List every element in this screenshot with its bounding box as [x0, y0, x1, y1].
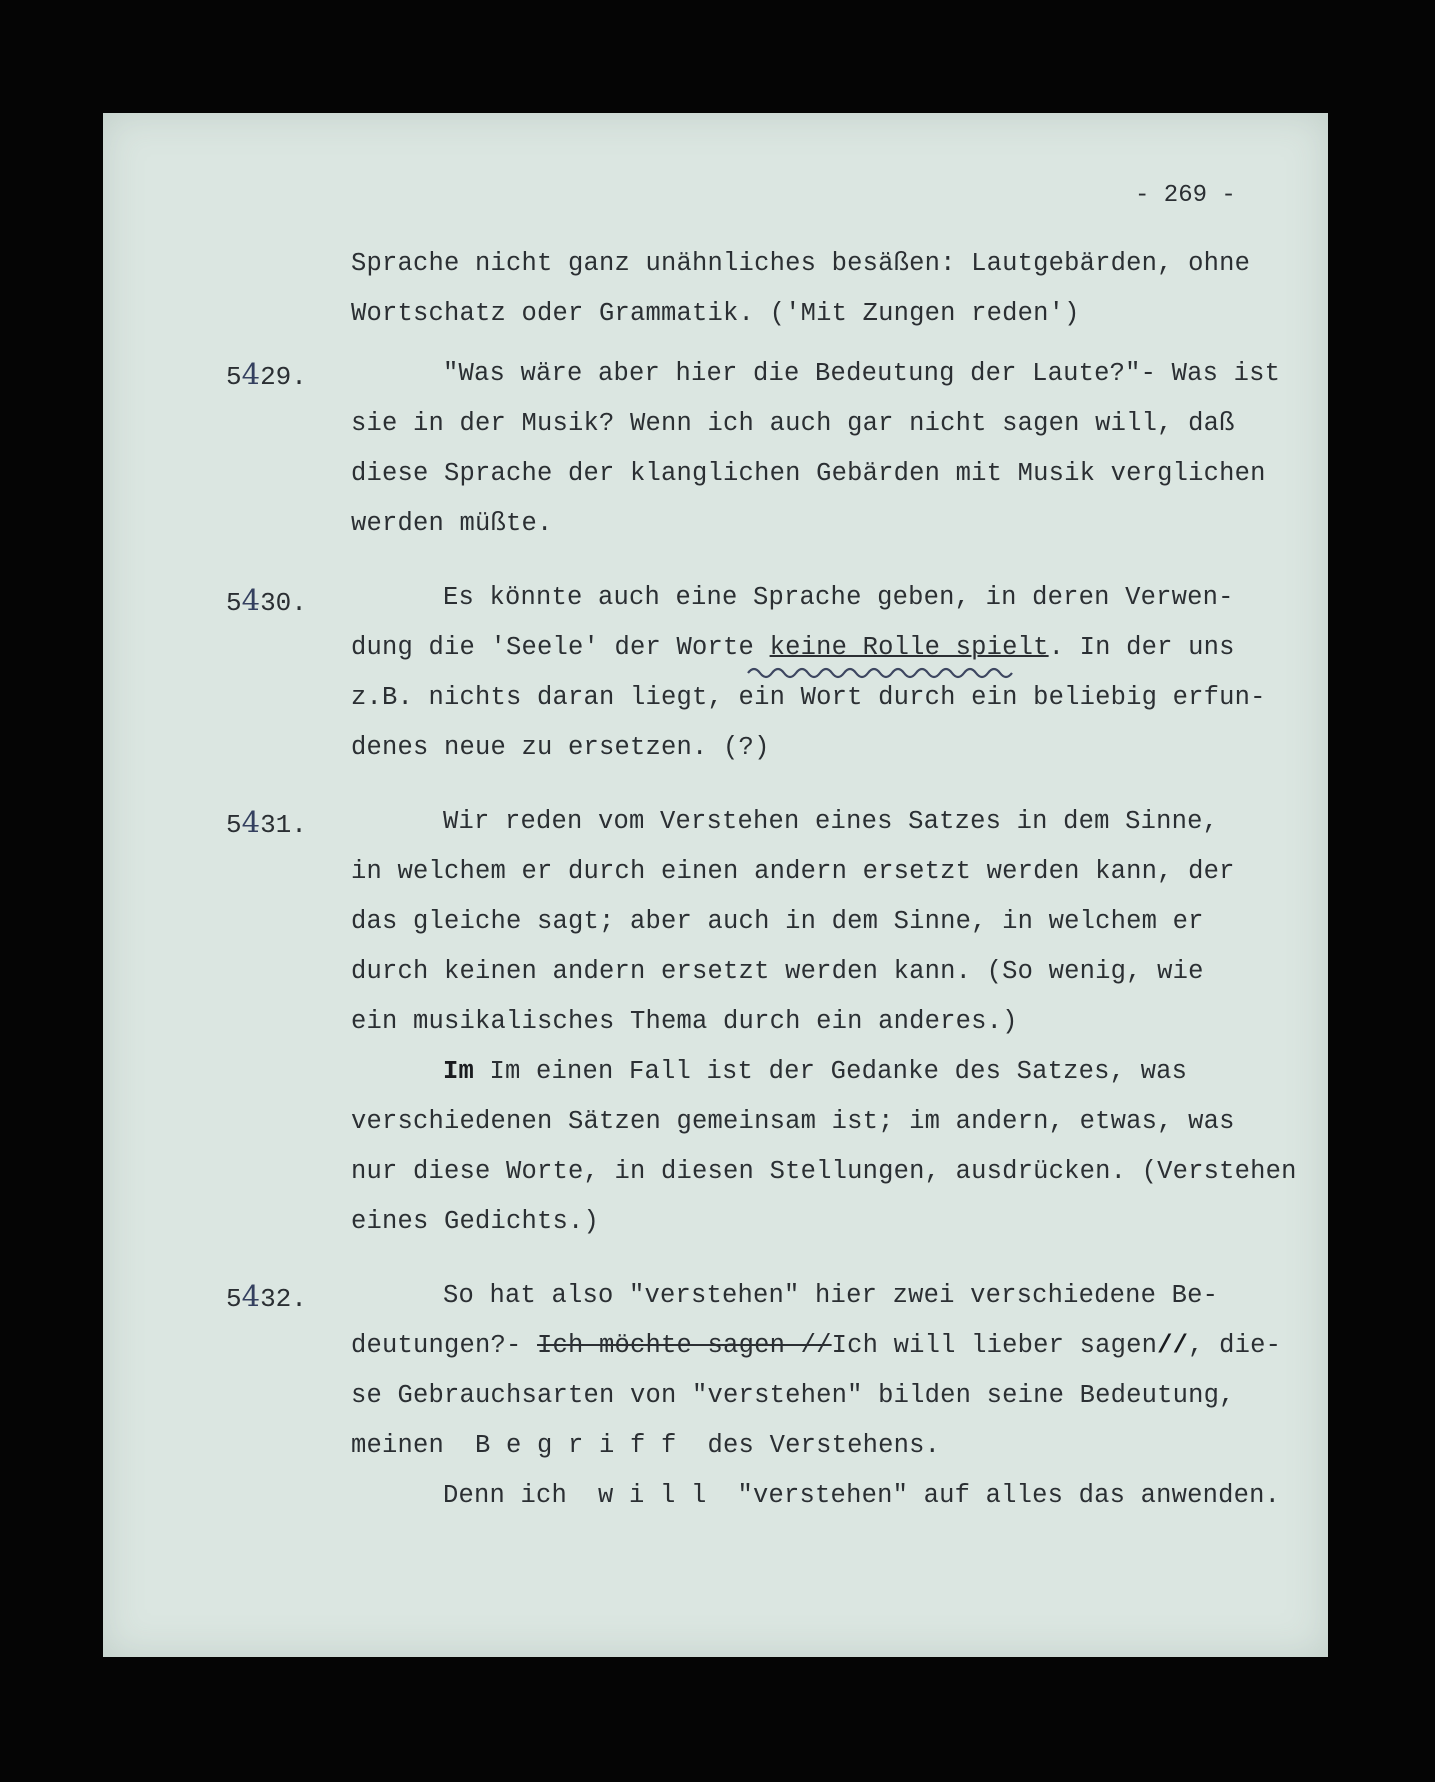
- remark-number-431: [226, 805, 307, 840]
- text-span: dung die 'Seele' der Worte: [351, 633, 770, 662]
- text-line: [443, 1057, 1187, 1086]
- text-line: denes neue zu ersetzen. (?): [351, 733, 770, 762]
- text-line: So hat also "verstehen" hier zwei verschiedene Be-: [443, 1281, 1219, 1310]
- remark-number-digit: 31.: [260, 810, 307, 840]
- text-line: Es könnte auch eine Sprache geben, in deren Verwen-: [443, 583, 1234, 612]
- handwritten-digit: 4: [241, 583, 261, 617]
- text-line: nur diese Worte, in diesen Stellungen, ausdrücken. (Verstehen: [351, 1157, 1297, 1186]
- page-number: - 269 -: [1135, 182, 1236, 209]
- remark-number-430: [226, 583, 307, 618]
- text-line: "Was wäre aber hier die Bedeutung der Laute?"- Was ist: [443, 359, 1281, 388]
- text-line: z.B. nichts daran liegt, ein Wort durch ein beliebig erfun-: [351, 683, 1266, 712]
- text-span: Ich will lieber sagen: [831, 1331, 1158, 1360]
- handwritten-digit: 4: [241, 1279, 261, 1313]
- text-line: se Gebrauchsarten von "verstehen" bilden seine Bedeutung,: [351, 1381, 1235, 1410]
- remark-number-429: [226, 357, 307, 392]
- remark-number-432: [226, 1279, 307, 1314]
- remark-number-digit: 5: [226, 588, 242, 618]
- text-span: . In der uns: [1048, 633, 1235, 662]
- text-span: deutungen?-: [351, 1331, 538, 1360]
- text-line: sie in der Musik? Wenn ich auch gar nicht sagen will, daß: [351, 409, 1235, 438]
- remark-number-digit: 5: [226, 1284, 242, 1314]
- remark-number-digit: 30.: [260, 588, 307, 618]
- struck-through-phrase: Ich möchte sagen //: [537, 1331, 832, 1360]
- text-line: werden müßte.: [351, 509, 553, 538]
- text-line: Denn ich w i l l "verstehen" auf alles das anwenden.: [443, 1481, 1281, 1510]
- handwritten-digit: 4: [241, 357, 261, 391]
- remark-number-digit: 29.: [260, 362, 307, 392]
- remark-number-digit: 5: [226, 362, 242, 392]
- text-span: Im einen Fall ist der Gedanke des Satzes, was: [474, 1057, 1188, 1086]
- text-line: meinen B e g r i f f des Verstehens.: [351, 1431, 941, 1460]
- overstruck-word: Im: [443, 1057, 475, 1086]
- text-line: das gleiche sagt; aber auch in dem Sinne, in welchem er: [351, 907, 1204, 936]
- typescript-page: [103, 113, 1328, 1657]
- text-line: in welchem er durch einen andern ersetzt werden kann, der: [351, 857, 1235, 886]
- inked-over-mark: //: [1157, 1331, 1189, 1360]
- remark-number-digit: 32.: [260, 1284, 307, 1314]
- text-line: diese Sprache der klanglichen Gebärden mit Musik verglichen: [351, 459, 1266, 488]
- text-span: , die-: [1188, 1331, 1282, 1360]
- text-line: Wir reden vom Verstehen eines Satzes in dem Sinne,: [443, 807, 1219, 836]
- text-line: verschiedenen Sätzen gemeinsam ist; im andern, etwas, was: [351, 1107, 1235, 1136]
- text-line: ein musikalisches Thema durch ein anderes.): [351, 1007, 1018, 1036]
- text-line: eines Gedichts.): [351, 1207, 600, 1236]
- handwritten-digit: 4: [241, 805, 261, 839]
- handwritten-wavy-underline: [746, 661, 1026, 683]
- underlined-phrase: keine Rolle spielt: [769, 633, 1049, 662]
- text-line: Sprache nicht ganz unähnliches besäßen: Lautgebärden, ohne: [351, 249, 1251, 278]
- text-line: durch keinen andern ersetzt werden kann. (So wenig, wie: [351, 957, 1204, 986]
- text-line: Wortschatz oder Grammatik. ('Mit Zungen reden'): [351, 299, 1080, 328]
- text-line: [351, 633, 1235, 662]
- text-line: [351, 1331, 1281, 1360]
- remark-number-digit: 5: [226, 810, 242, 840]
